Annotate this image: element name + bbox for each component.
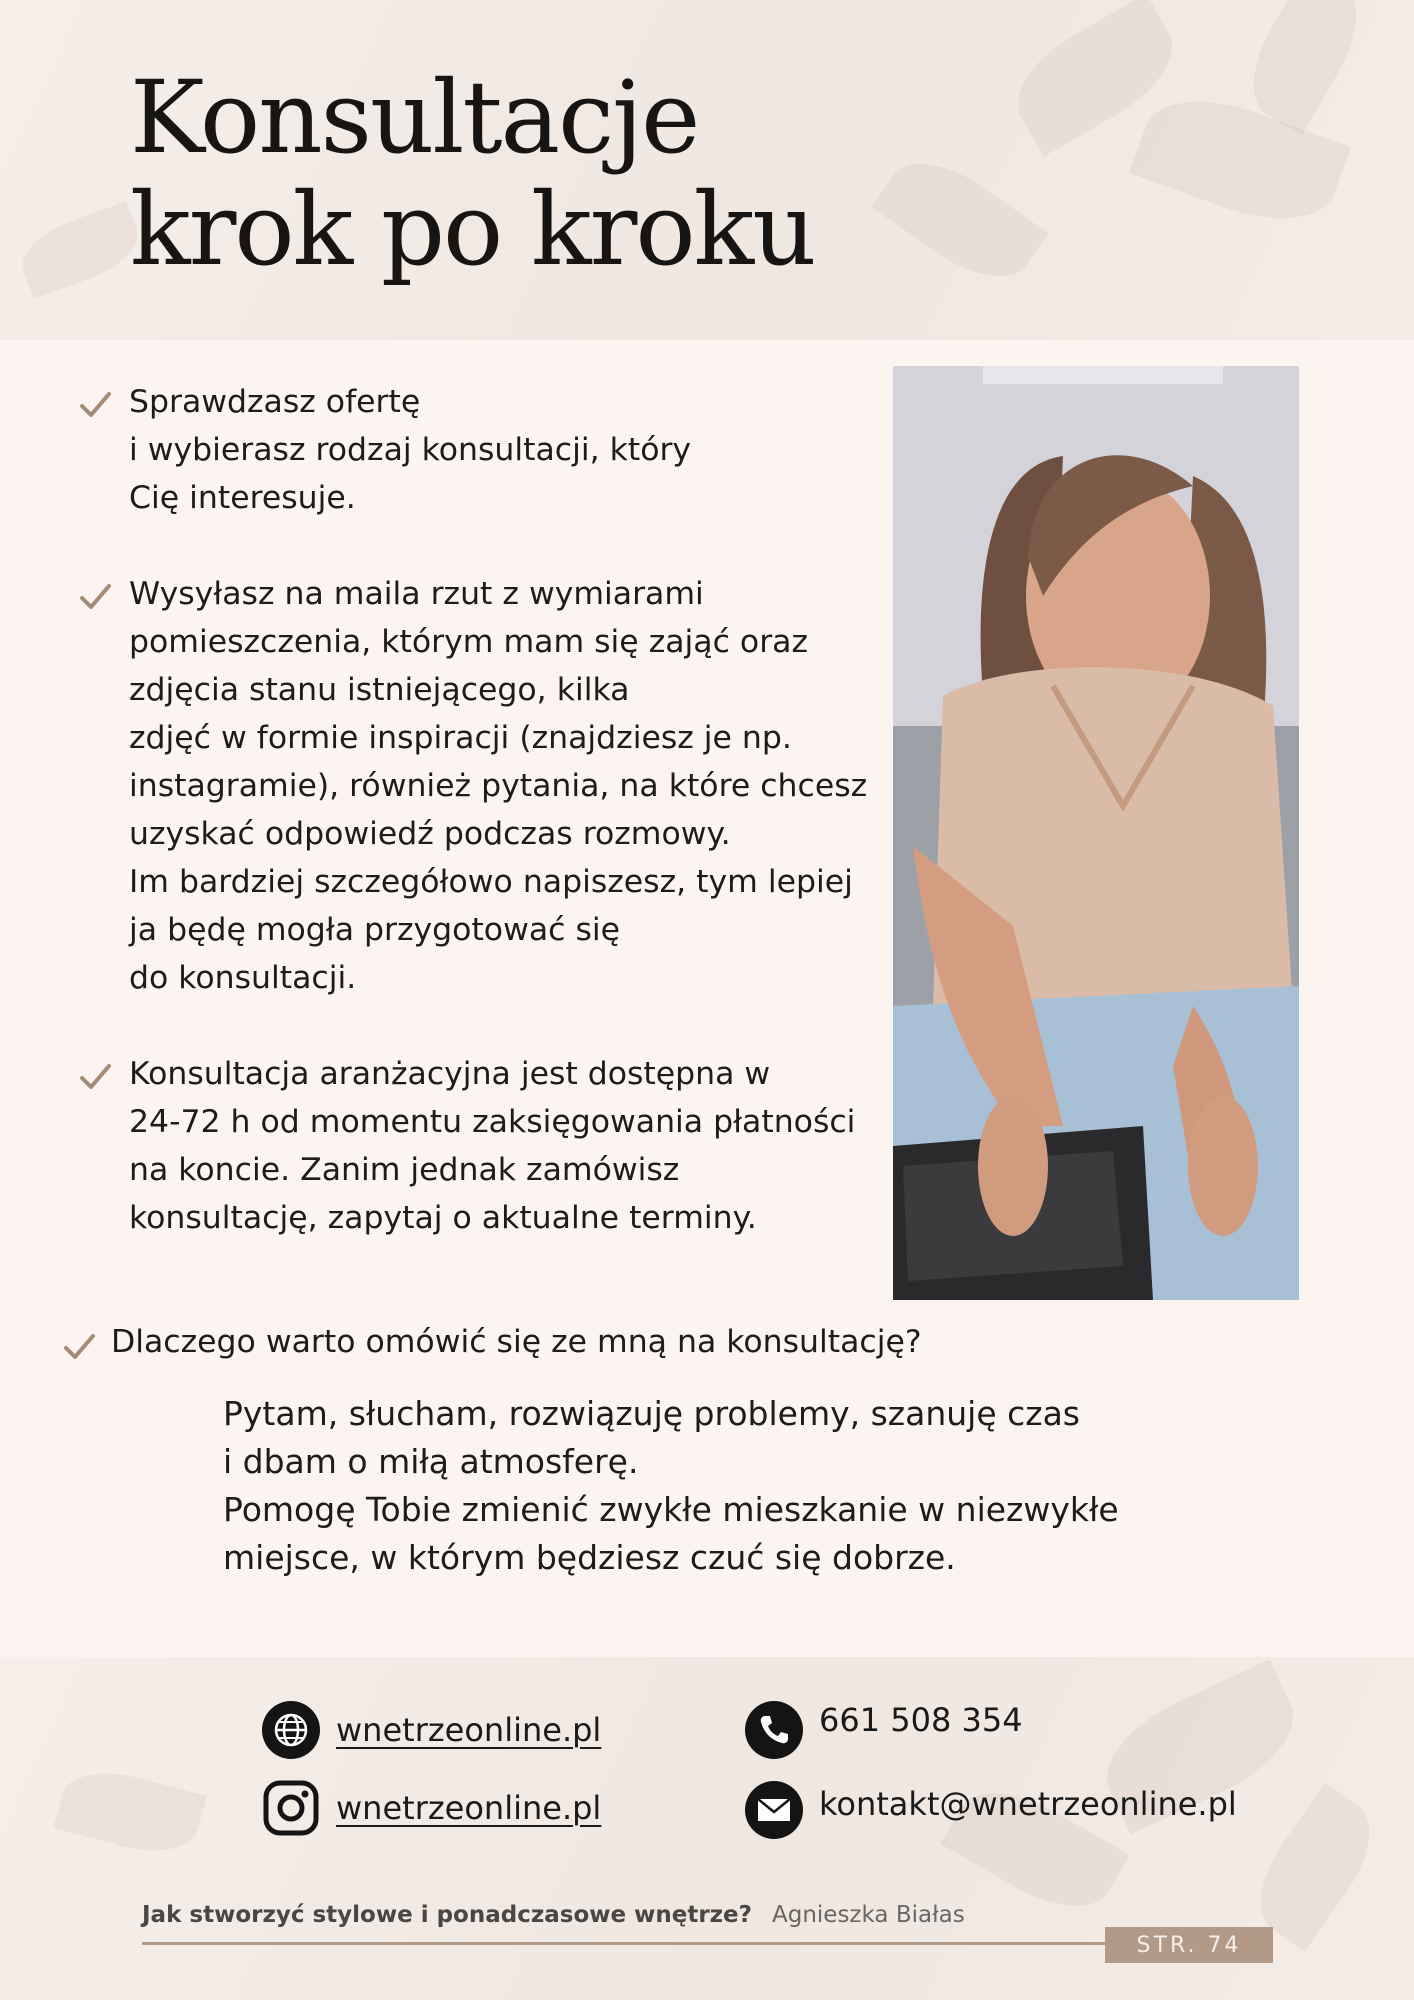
email-contact[interactable]	[745, 1781, 1237, 1839]
step-2-line: uzyskać odpowiedź podczas rozmowy.	[129, 816, 731, 852]
step-2-line: ja będę mogła przygotować się	[129, 912, 621, 948]
step-3-line: 24-72 h od momentu zaksięgowania płatności	[129, 1104, 856, 1140]
step-2-line: instagramie), również pytania, na które chcesz	[129, 768, 868, 804]
step-1-text	[129, 378, 691, 522]
check-icon	[62, 1330, 96, 1364]
phone-number[interactable]: 661 508 354	[819, 1701, 1023, 1739]
mail-icon	[745, 1781, 803, 1839]
author-name: Agnieszka Białas	[772, 1902, 965, 1928]
page-title	[130, 59, 815, 288]
step-2-line: pomieszczenia, którym mam się zająć oraz	[129, 624, 808, 660]
step-1-line: Cię interesuje.	[129, 480, 356, 516]
step-2-line: Wysyłasz na maila rzut z wymiarami	[129, 576, 704, 612]
step-3-text	[129, 1050, 855, 1242]
step-1-line: Sprawdzasz ofertę	[129, 384, 421, 420]
website-contact[interactable]	[262, 1701, 601, 1759]
step-2-line: do konsultacji.	[129, 960, 357, 996]
step-2-line: zdjęć w formie inspiracji (znajdziesz je np.	[129, 720, 792, 756]
phone-icon	[745, 1701, 803, 1759]
why-answer	[223, 1390, 1119, 1582]
step-2-line: Im bardziej szczegółowo napiszesz, tym lepiej	[129, 864, 853, 900]
why-answer-line: Pomogę Tobie zmienić zwykłe mieszkanie w niezwykłe	[223, 1490, 1119, 1529]
instagram-icon	[262, 1779, 320, 1837]
page-number-badge: STR. 74	[1105, 1927, 1273, 1963]
author-photo-illustration	[893, 366, 1299, 1300]
email-address[interactable]: kontakt@wnetrzeonline.pl	[819, 1785, 1237, 1823]
book-title: Jak stworzyć stylowe i ponadczasowe wnętrze?	[142, 1902, 752, 1928]
why-answer-line: Pytam, słucham, rozwiązuję problemy, szanuję czas	[223, 1394, 1081, 1433]
why-answer-line: i dbam o miłą atmosferę.	[223, 1442, 639, 1481]
instagram-link[interactable]: wnetrzeonline.pl	[336, 1789, 602, 1827]
step-3-line: Konsultacja aranżacyjna jest dostępna w	[129, 1056, 771, 1092]
step-2-text	[129, 570, 867, 1002]
check-icon	[78, 388, 112, 422]
check-icon	[78, 580, 112, 614]
title-line-2: krok po kroku	[130, 171, 815, 288]
website-link[interactable]: wnetrzeonline.pl	[336, 1711, 602, 1749]
step-3-line: konsultację, zapytaj o aktualne terminy.	[129, 1200, 757, 1236]
phone-contact[interactable]	[745, 1701, 1023, 1759]
check-icon	[78, 1060, 112, 1094]
step-2-line: zdjęcia stanu istniejącego, kilka	[129, 672, 630, 708]
step-1-line: i wybierasz rodzaj konsultacji, który	[129, 432, 692, 468]
instagram-contact[interactable]	[262, 1779, 601, 1837]
footer-divider	[142, 1942, 1272, 1945]
title-line-1: Konsultacje	[130, 59, 699, 176]
step-3-line: na koncie. Zanim jednak zamówisz	[129, 1152, 680, 1188]
author-photo	[893, 366, 1299, 1300]
globe-icon	[262, 1701, 320, 1759]
why-answer-line: miejsce, w którym będziesz czuć się dobrze.	[223, 1538, 956, 1577]
why-question: Dlaczego warto omówić się ze mną na konsultację?	[111, 1324, 922, 1360]
